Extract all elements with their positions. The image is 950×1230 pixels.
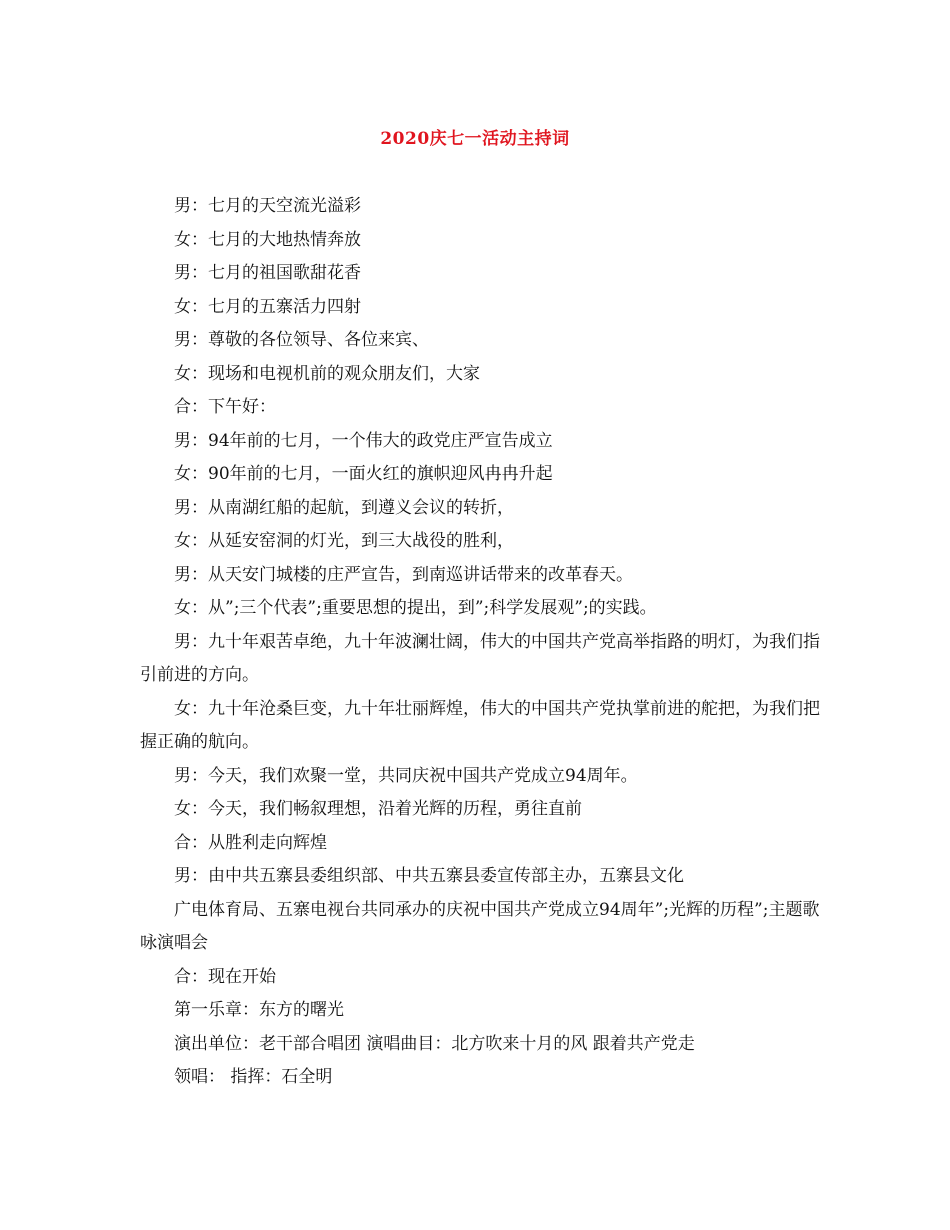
paragraph: 女：七月的大地热情奔放: [174, 229, 361, 250]
document-title: 2020庆七一活动主持词: [380, 129, 570, 149]
paragraph: 男：尊敬的各位领导、各位来宾、: [174, 330, 429, 350]
paragraph: 演出单位：老干部合唱团 演唱曲目：北方吹来十月的风 跟着共产党走: [174, 1033, 695, 1054]
paragraph: 男：九十年艰苦卓绝，九十年波澜壮阔，伟大的中国共产党高举指路的明灯，为我们指引前进的方向。: [140, 631, 820, 685]
paragraph: 女：现场和电视机前的观众朋友们，大家: [174, 363, 480, 384]
document-body: [140, 190, 820, 1095]
paragraph: 男：从天安门城楼的庄严宣告，到南巡讲话带来的改革春天。: [174, 564, 633, 585]
paragraph: 男：七月的天空流光溢彩: [174, 196, 361, 216]
paragraph: 广电体育局、五寨电视台共同承办的庆祝中国共产党成立94周年”;光辉的历程”;主题歌咏演唱会: [140, 899, 820, 953]
paragraph: 合：现在开始: [174, 966, 276, 987]
paragraph: 合：下午好：: [174, 397, 276, 417]
paragraph: 男：由中共五寨县委组织部、中共五寨县委宣传部主办，五寨县文化: [174, 866, 684, 886]
paragraph: 女：七月的五寨活力四射: [174, 296, 361, 317]
paragraph: 合：从胜利走向辉煌: [174, 832, 327, 853]
paragraph: 男：从南湖红船的起航，到遵义会议的转折，: [174, 497, 514, 518]
paragraph: 女：90年前的七月，一面火红的旗帜迎风冉冉升起: [174, 464, 553, 484]
paragraph: 领唱： 指挥：石全明: [174, 1067, 333, 1087]
paragraph: 女：从延安窑洞的灯光，到三大战役的胜利，: [174, 531, 514, 551]
paragraph: 男：今天，我们欢聚一堂，共同庆祝中国共产党成立94周年。: [174, 765, 638, 786]
paragraph: 女：从”;三个代表”;重要思想的提出，到”;科学发展观”;的实践。: [174, 598, 657, 618]
paragraph: 男：94年前的七月，一个伟大的政党庄严宣告成立: [174, 430, 553, 451]
paragraph: 女：今天，我们畅叙理想，沿着光辉的历程，勇往直前: [174, 799, 582, 819]
paragraph: 男：七月的祖国歌甜花香: [174, 263, 361, 283]
paragraph: 第一乐章：东方的曙光: [174, 1000, 344, 1020]
paragraph: 女：九十年沧桑巨变，九十年壮丽辉煌，伟大的中国共产党执掌前进的舵把，为我们把握正确的航向。: [140, 698, 820, 752]
